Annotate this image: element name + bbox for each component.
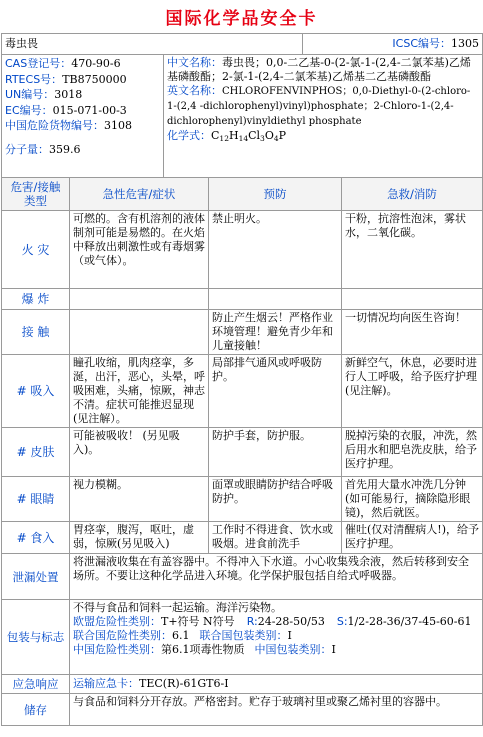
icsc-label: ICSC编号：: [392, 37, 451, 50]
cn-pack-label: 中国包装类别：: [254, 643, 332, 656]
ec-label: EC编号：: [5, 103, 53, 117]
fire-hazard: 可燃的。含有机溶剂的液体制剂可能是易燃的。在火焰中释放出刺激性或有毒烟雾（或气体）。: [70, 211, 209, 289]
mw-value: 359.6: [49, 142, 81, 156]
spill-text: 将泄漏液收集在有盖容器中。不得冲入下水道。小心收集残余液，然后转移到安全场所。不要让这种化学品进入环境。化学保护服包括自给式呼吸器。: [70, 554, 483, 600]
packaging-line-1: 不得与食品和饲料一起运输。海洋污染物。: [73, 601, 282, 614]
inhalation-hazard: 瞳孔收缩，肌肉痉挛，多涎，出汗，恶心，头晕，呼吸困难，头痛，惊厥，神志不清。症状可能推迟显现(见注解）。: [70, 355, 209, 428]
chinese-name: [167, 56, 479, 84]
packaging-label: 包装与标志: [2, 600, 70, 675]
chemical-formula: [167, 129, 479, 146]
skin-hazard: 可能被吸收！ (另见吸入)。: [70, 428, 209, 477]
category-explosion: 爆 炸: [2, 289, 70, 310]
eyes-prevention: 面罩或眼睛防护结合呼吸防护。: [209, 477, 342, 522]
eu-classification: [73, 615, 479, 629]
rtecs-label: RTECS号：: [5, 72, 63, 86]
emergency-card-value: TEC(R)-61GT6-I: [139, 677, 229, 690]
un-value: 3018: [54, 88, 83, 101]
chemical-name: 毒虫畏: [2, 34, 303, 55]
eyes-first-aid: 首先用大量水冲洗几分钟(如可能易行，摘除隐形眼镜)，然后就医。: [342, 477, 483, 522]
hazard-table-header: [2, 178, 483, 211]
icsc-number: [303, 34, 483, 55]
ingestion-hazard: 胃痉挛，腹泻，呕吐，虚弱，惊厥(另见吸入): [70, 522, 209, 554]
category-ingestion: # 食入: [2, 522, 70, 554]
molecular-weight: [5, 142, 160, 158]
eu-label: 欧盟危险性类别：: [73, 615, 161, 628]
english-name: [167, 84, 479, 129]
storage-text: 与食品和饲料分开存放。严格密封。贮存于玻璃衬里或聚乙烯衬里的容器中。: [70, 694, 483, 726]
inhalation-prevention: 局部排气通风或呼吸防护。: [209, 355, 342, 428]
r-label: R:: [246, 615, 258, 628]
header-type: 危害/接触类型: [2, 178, 70, 211]
identifier-list: [2, 55, 164, 178]
hazard-row-fire: [2, 211, 483, 289]
category-eyes: # 眼睛: [2, 477, 70, 522]
dg-label: 中国危险货物编号：: [5, 119, 104, 132]
un-classification: [73, 629, 479, 643]
un-pack-label: 联合国包装类别：: [199, 629, 288, 642]
formula-c-n: 12: [219, 134, 229, 143]
explosion-first-aid: [342, 289, 483, 310]
storage-label: 储存: [2, 694, 70, 726]
formula-o: O: [264, 129, 274, 142]
cas-number: [5, 56, 160, 72]
hazard-row-contact: [2, 310, 483, 355]
header-first-aid: 急救/消防: [342, 178, 483, 211]
spill-row: [2, 554, 483, 600]
en-name-text: CHLOROFENVINPHOS；0,0-Diethyl-0-(2-chloro-1-(2,4 -dichlorophenyl)vinyl)phosphate；2-Chloro-1-(2,4-dichlorophenyl)vinyldiethyl phosphate: [167, 86, 471, 127]
emergency-row: [2, 675, 483, 694]
cn-name-label: 中文名称：: [167, 56, 222, 69]
formula-h: H: [228, 129, 239, 142]
un-number: [5, 87, 160, 103]
card-title: 国际化学品安全卡: [165, 9, 318, 29]
s-value: 1/2-28-36/37-45-60-61: [347, 615, 472, 628]
formula-p: P: [278, 129, 287, 142]
formula-cl: Cl: [248, 129, 261, 142]
ec-number: [5, 103, 160, 119]
cas-value: 470-90-6: [71, 57, 121, 70]
rtecs-number: [5, 72, 160, 88]
rtecs-value: TB8750000: [62, 72, 127, 86]
category-contact: 接 触: [2, 310, 70, 355]
formula-cl-n: 3: [260, 134, 265, 143]
contact-first-aid: 一切情况均向医生咨询！: [342, 310, 483, 355]
un-pack-value: I: [287, 629, 292, 642]
emergency-label: 应急响应: [2, 675, 70, 694]
hazard-row-ingestion: [2, 522, 483, 554]
formula-o-n: 4: [273, 134, 279, 143]
eyes-hazard: 视力模糊。: [70, 477, 209, 522]
cn-class-value: 第6.1项毒性物质: [161, 643, 245, 656]
un-label: UN编号：: [5, 88, 55, 101]
hazard-row-skin: [2, 428, 483, 477]
cn-pack-value: I: [331, 643, 336, 656]
skin-first-aid: 脱掉污染的衣服，冲洗，然后用水和肥皂洗皮肤，给予医疗护理。: [342, 428, 483, 477]
ingestion-first-aid: 催吐(仅对清醒病人!)，给予医疗护理。: [342, 522, 483, 554]
category-fire: 火 灾: [2, 211, 70, 289]
hazard-row-explosion: [2, 289, 483, 310]
header-hazard: 急性危害/症状: [70, 178, 209, 211]
dangerous-goods-number: [5, 118, 160, 134]
name-row: [2, 34, 483, 55]
storage-row: [2, 694, 483, 726]
hazard-row-inhalation: [2, 355, 483, 428]
en-name-label: 英文名称：: [167, 84, 222, 97]
explosion-prevention: [209, 289, 342, 310]
packaging-info: [70, 600, 483, 675]
packaging-row: [2, 600, 483, 675]
ec-value: 015-071-00-3: [52, 103, 127, 117]
s-label: S:: [336, 615, 348, 628]
inhalation-first-aid: 新鲜空气，休息，必要时进行人工呼吸，给予医疗护理(见注解)。: [342, 355, 483, 428]
cas-label: CAS登记号：: [5, 57, 72, 70]
explosion-hazard: [70, 289, 209, 310]
emergency-info: [70, 675, 483, 694]
un-class-value: 6.1: [172, 629, 190, 642]
cn-class-label: 中国危险性类别：: [73, 643, 161, 656]
category-inhalation: # 吸入: [2, 355, 70, 428]
cn-classification: [73, 643, 479, 657]
chemical-names: [164, 55, 483, 178]
formula-h-n: 14: [238, 134, 249, 143]
fire-prevention: 禁止明火。: [209, 211, 342, 289]
mw-label: 分子量：: [5, 142, 49, 156]
icsc-value: 1305: [451, 37, 479, 50]
contact-prevention: 防止产生烟云！严格作业环境管理！避免青少年和儿童接触！: [209, 310, 342, 355]
contact-hazard: [70, 310, 209, 355]
safety-card-table: [1, 33, 483, 726]
hazard-row-eyes: [2, 477, 483, 522]
skin-prevention: 防护手套，防护服。: [209, 428, 342, 477]
formula-label: 化学式：: [167, 129, 211, 142]
spill-label: 泄漏处置: [2, 554, 70, 600]
ingestion-prevention: 工作时不得进食、饮水或吸烟。进食前洗手: [209, 522, 342, 554]
identifiers-row: [2, 55, 483, 178]
un-class-label: 联合国危险性类别：: [73, 629, 172, 642]
fire-first-aid: 干粉，抗溶性泡沫，雾状水，二氧化碳。: [342, 211, 483, 289]
category-skin: # 皮肤: [2, 428, 70, 477]
dg-value: 3108: [104, 119, 132, 132]
formula-c: C: [211, 129, 220, 142]
eu-value: T+符号 N符号: [161, 615, 235, 628]
header-prevention: 预防: [209, 178, 342, 211]
emergency-card-label: 运输应急卡：: [73, 677, 139, 690]
cn-name-text: 毒虫畏；0,0-二乙基-0-(2-氯-1-(2,4-二氯苯基)乙烯基磷酸酯；2-氯-1-(2,4-二氯苯基)乙烯基二乙基磷酸酯: [167, 56, 471, 83]
r-value: 24-28-50/53: [257, 615, 325, 628]
